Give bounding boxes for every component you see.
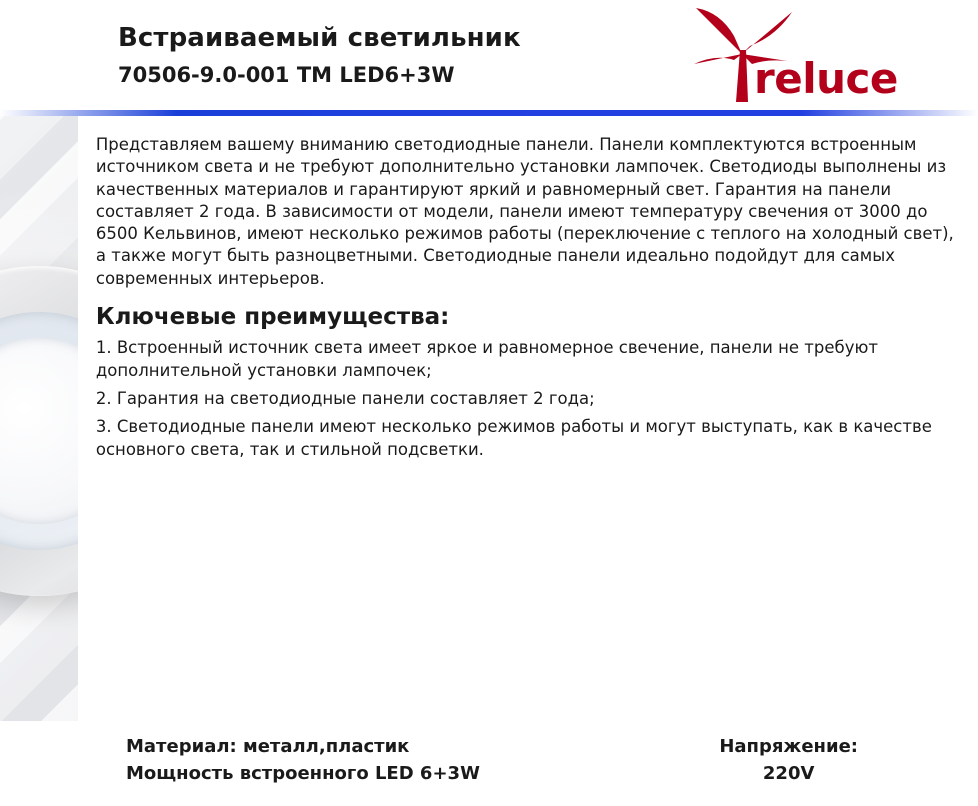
lamp-diffuser — [0, 338, 78, 524]
voltage-label: Напряжение: — [719, 736, 858, 757]
product-photo — [0, 116, 78, 721]
power-spec: Мощность встроенного LED 6+3W — [126, 763, 480, 784]
page-title: Встраиваемый светильник — [118, 23, 521, 53]
lamp-outer-bezel — [0, 266, 78, 596]
benefit-item: 1. Встроенный источник света имеет яркое и равномерное свечение, панели не требуют дополнительной установки лампочек; — [95, 338, 878, 380]
benefits-heading: Ключевые преимущества: — [95, 303, 450, 330]
intro-paragraph: Представляем вашему вниманию светодиодные панели. Панели комплектуются встроенным источником света и не требуют дополнительно установки лампочек. Светодиоды выполнены из качественных материалов и гарантируют яркий и равномерный свет. Гарантия на панели составляет 2 года. В зависимости от модели, панели имеют температуру свечения от 3000 до 6500 Кельвинов, имеют несколько режимов работы (переключение с теплого на холодный свет), а также могут быть разноцветными. Светодиодные панели идеально подойдут для самых современных интерьеров. — [95, 135, 954, 288]
description-column — [78, 116, 978, 721]
footer-specs-left — [0, 733, 480, 787]
brand-wordmark: reluce — [754, 54, 898, 103]
footer-specs-right — [719, 733, 978, 787]
lamp-light-ring — [0, 312, 78, 550]
voltage-value: 220V — [762, 763, 815, 784]
benefit-item: 3. Светодиодные панели имеют несколько режимов работы и могут выступать, как в качестве основного света, так и стильной подсветки. — [95, 417, 932, 459]
page-body — [0, 116, 978, 721]
product-model: 70506-9.0-001 TM LED6+3W — [118, 62, 455, 87]
brand-logo — [682, 6, 952, 106]
page-bottom-edge — [0, 792, 978, 800]
benefit-item: 2. Гарантия на светодиодные панели составляет 2 года; — [95, 388, 595, 408]
material-spec: Материал: металл,пластик — [126, 736, 410, 757]
page-header — [0, 0, 978, 110]
